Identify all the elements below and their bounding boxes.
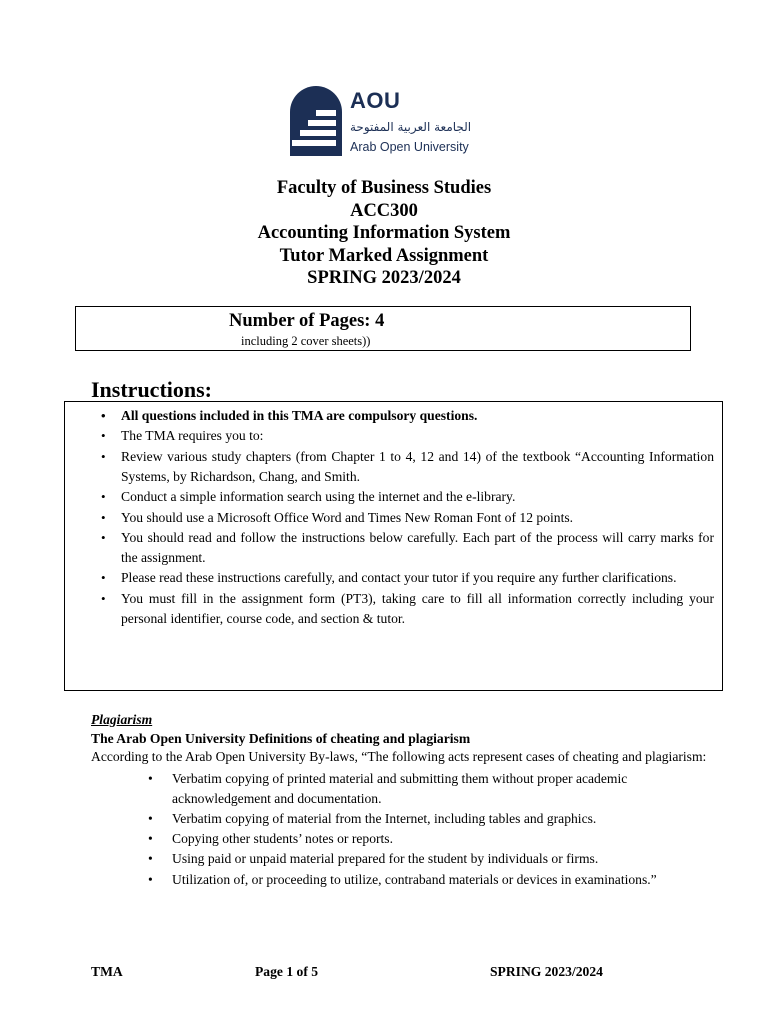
instruction-item: • Conduct a simple information search using the internet and the e-library. bbox=[65, 487, 714, 507]
instruction-item: • All questions included in this TMA are compulsory questions. bbox=[65, 406, 714, 426]
logo-arabic-name: الجامعة العربية المفتوحة bbox=[350, 120, 472, 134]
cover-sheets-note: including 2 cover sheets)) bbox=[241, 334, 371, 348]
instruction-item: • Review various study chapters (from Chapter 1 to 4, 12 and 14) of the textbook “Accounting Information Systems, by Richardson, Chang, and Smith. bbox=[65, 447, 714, 487]
aou-logo bbox=[290, 86, 480, 158]
number-of-pages-box bbox=[75, 306, 691, 351]
number-of-pages: Number of Pages: 4 bbox=[229, 311, 385, 331]
footer-right: SPRING 2023/2024 bbox=[490, 964, 603, 979]
plagiarism-section bbox=[91, 711, 731, 890]
instruction-item: • Please read these instructions carefully, and contact your tutor if you require any further clarifications. bbox=[65, 568, 714, 588]
plagiarism-heading: The Arab Open University Definitions of cheating and plagiarism bbox=[91, 730, 471, 746]
plagiarism-list bbox=[91, 769, 731, 890]
instruction-item: • The TMA requires you to: bbox=[65, 426, 714, 446]
semester: SPRING 2023/2024 bbox=[307, 268, 461, 289]
instructions-list bbox=[65, 402, 724, 629]
footer-left: TMA bbox=[91, 964, 123, 979]
plagiarism-item: • Using paid or unpaid material prepared for the student by individuals or firms. bbox=[91, 849, 672, 869]
instructions-box bbox=[64, 401, 723, 691]
plagiarism-intro: According to the Arab Open University By-laws, “The following acts represent cases of cheating and plagiarism: bbox=[91, 749, 707, 764]
footer-page-number: Page 1 of 5 bbox=[255, 964, 319, 979]
aou-logo-mark-icon bbox=[290, 86, 342, 156]
instruction-item: • You should read and follow the instructions below carefully. Each part of the process will carry marks for the assignment. bbox=[65, 528, 714, 568]
logo-abbreviation: AOU bbox=[350, 88, 401, 113]
course-title: Accounting Information System bbox=[257, 223, 511, 244]
faculty-name: Faculty of Business Studies bbox=[276, 178, 492, 198]
plagiarism-item: • Utilization of, or proceeding to utilize, contraband materials or devices in examinations.” bbox=[91, 870, 672, 890]
instruction-item: • You must fill in the assignment form (PT3), taking care to fill all information correctly including your personal identifier, course code, and section & tutor. bbox=[65, 589, 714, 629]
instruction-item: • You should use a Microsoft Office Word and Times New Roman Font of 12 points. bbox=[65, 508, 714, 528]
document-title-block bbox=[0, 177, 768, 290]
plagiarism-item: • Copying other students’ notes or reports. bbox=[91, 829, 672, 849]
plagiarism-label: Plagiarism bbox=[91, 712, 153, 727]
instructions-heading: Instructions: bbox=[91, 377, 213, 402]
plagiarism-item: • Verbatim copying of printed material and submitting them without proper academic acknowledgement and documentation. bbox=[91, 769, 672, 809]
assignment-type: Tutor Marked Assignment bbox=[279, 245, 489, 266]
logo-english-name: Arab Open University bbox=[350, 140, 469, 154]
plagiarism-item: • Verbatim copying of material from the Internet, including tables and graphics. bbox=[91, 809, 672, 829]
course-code: ACC300 bbox=[350, 200, 418, 221]
